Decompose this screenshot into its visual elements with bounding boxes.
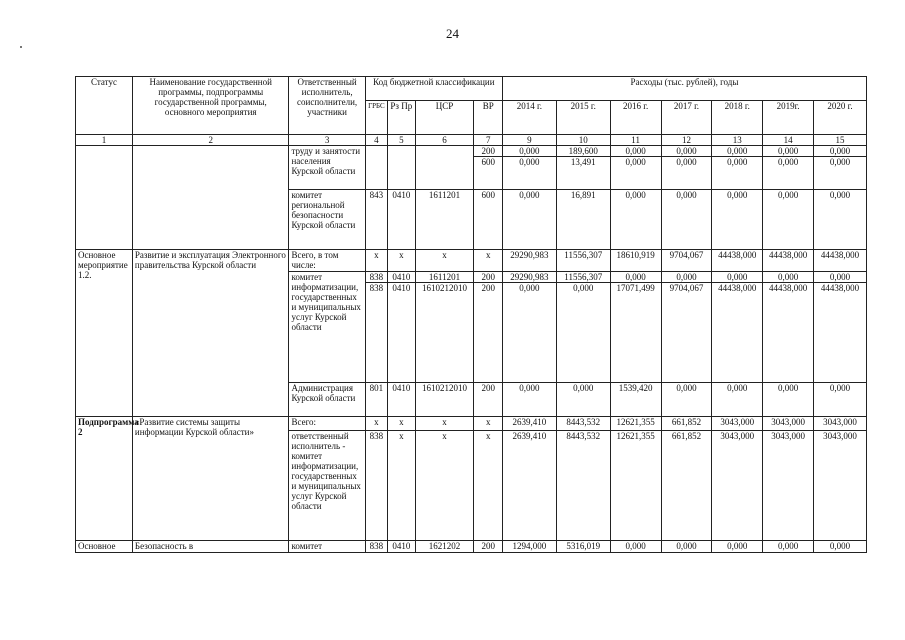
value-cell: 0,000 xyxy=(661,157,712,190)
column-number-row xyxy=(76,135,867,146)
value-cell: 0,000 xyxy=(763,157,814,190)
column-number: 1 xyxy=(76,135,133,146)
csr-cell: x xyxy=(415,417,474,431)
rzpr-cell: 0410 xyxy=(388,383,415,417)
column-number: 9 xyxy=(502,135,556,146)
header-year: 2019г. xyxy=(763,101,814,135)
rzpr-cell: 0410 xyxy=(388,541,415,553)
page-number: 24 xyxy=(446,26,459,41)
rzpr-cell xyxy=(388,146,415,190)
value-cell: 0,000 xyxy=(814,541,867,553)
executor-cell: ответственный исполнитель - комитет информатизации, государственных и муниципальных услуг Курской области xyxy=(289,431,365,541)
header-year: 2015 г. xyxy=(556,101,610,135)
value-cell: 8443,532 xyxy=(556,431,610,541)
value-cell: 0,000 xyxy=(556,283,610,383)
value-cell: 11556,307 xyxy=(556,272,610,283)
value-cell: 2639,410 xyxy=(502,417,556,431)
value-cell: 44438,000 xyxy=(712,283,763,383)
grbs-cell xyxy=(365,146,387,190)
executor-cell: труду и занятости населения Курской области xyxy=(289,146,365,190)
grbs-cell: x xyxy=(365,250,387,272)
value-cell: 0,000 xyxy=(661,146,712,157)
value-cell: 0,000 xyxy=(502,157,556,190)
value-cell: 0,000 xyxy=(763,190,814,250)
name-cell xyxy=(132,146,289,250)
vr-cell: 600 xyxy=(474,157,502,190)
value-cell: 3043,000 xyxy=(763,417,814,431)
column-number: 12 xyxy=(661,135,712,146)
value-cell: 44438,000 xyxy=(763,283,814,383)
value-cell: 0,000 xyxy=(763,146,814,157)
grbs-cell: x xyxy=(365,417,387,431)
value-cell: 0,000 xyxy=(610,272,661,283)
value-cell: 0,000 xyxy=(763,541,814,553)
column-number: 11 xyxy=(610,135,661,146)
executor-cell: Администрация Курской области xyxy=(289,383,365,417)
column-number: 10 xyxy=(556,135,610,146)
value-cell: 0,000 xyxy=(712,146,763,157)
vr-cell: x xyxy=(474,250,502,272)
value-cell: 44438,000 xyxy=(814,283,867,383)
column-number: 15 xyxy=(814,135,867,146)
header-budget-code: Код бюджетной классификации xyxy=(365,77,502,101)
value-cell: 0,000 xyxy=(814,190,867,250)
column-number: 5 xyxy=(388,135,415,146)
rzpr-cell: x xyxy=(388,431,415,541)
value-cell: 0,000 xyxy=(712,383,763,417)
vr-cell: 200 xyxy=(474,541,502,553)
header-expenses: Расходы (тыс. рублей), годы xyxy=(502,77,866,101)
value-cell: 0,000 xyxy=(814,383,867,417)
header-grbs: ГРБС xyxy=(365,101,387,135)
column-number: 4 xyxy=(365,135,387,146)
value-cell: 0,000 xyxy=(814,157,867,190)
value-cell: 0,000 xyxy=(661,190,712,250)
name-cell: Развитие и эксплуатация Электронного правительства Курской области xyxy=(132,250,289,417)
csr-cell: 1611201 xyxy=(415,272,474,283)
value-cell: 3043,000 xyxy=(763,431,814,541)
name-cell: «Развитие системы защиты информации Курской области» xyxy=(132,417,289,541)
executor-cell: комитет информатизации, государственных и муниципальных услуг Курской области xyxy=(289,272,365,383)
header-year: 2020 г. xyxy=(814,101,867,135)
value-cell: 1539,420 xyxy=(610,383,661,417)
value-cell: 18610,919 xyxy=(610,250,661,272)
header-vr: ВР xyxy=(474,101,502,135)
csr-cell: 1610212010 xyxy=(415,283,474,383)
value-cell: 29290,983 xyxy=(502,272,556,283)
value-cell: 661,852 xyxy=(661,431,712,541)
value-cell: 0,000 xyxy=(610,541,661,553)
grbs-cell: 801 xyxy=(365,383,387,417)
value-cell: 1294,000 xyxy=(502,541,556,553)
table-row xyxy=(76,250,867,272)
header-csr: ЦСР xyxy=(415,101,474,135)
rzpr-cell: 0410 xyxy=(388,283,415,383)
grbs-cell: 838 xyxy=(365,283,387,383)
value-cell: 0,000 xyxy=(712,541,763,553)
header-row xyxy=(76,77,867,101)
value-cell: 0,000 xyxy=(556,383,610,417)
csr-cell: x xyxy=(415,431,474,541)
value-cell: 0,000 xyxy=(814,146,867,157)
value-cell: 16,891 xyxy=(556,190,610,250)
value-cell: 9704,067 xyxy=(661,283,712,383)
status-cell: Основное xyxy=(76,541,133,553)
csr-cell xyxy=(415,146,474,190)
value-cell: 13,491 xyxy=(556,157,610,190)
budget-table xyxy=(75,76,867,553)
table-row xyxy=(76,417,867,431)
table-row xyxy=(76,541,867,553)
value-cell: 0,000 xyxy=(712,190,763,250)
value-cell: 0,000 xyxy=(763,383,814,417)
value-cell: 12621,355 xyxy=(610,431,661,541)
value-cell: 9704,067 xyxy=(661,250,712,272)
value-cell: 11556,307 xyxy=(556,250,610,272)
rzpr-cell: 0410 xyxy=(388,190,415,250)
csr-cell: 1621202 xyxy=(415,541,474,553)
value-cell: 17071,499 xyxy=(610,283,661,383)
value-cell: 0,000 xyxy=(610,190,661,250)
value-cell: 0,000 xyxy=(610,157,661,190)
csr-cell: 1610212010 xyxy=(415,383,474,417)
value-cell: 0,000 xyxy=(502,146,556,157)
grbs-cell: 838 xyxy=(365,272,387,283)
table-row xyxy=(76,146,867,157)
scan-speck xyxy=(20,46,22,48)
value-cell: 44438,000 xyxy=(814,250,867,272)
executor-cell: Всего, в том числе: xyxy=(289,250,365,272)
vr-cell: 200 xyxy=(474,146,502,157)
column-number: 13 xyxy=(712,135,763,146)
grbs-cell: 843 xyxy=(365,190,387,250)
executor-cell: Всего: xyxy=(289,417,365,431)
csr-cell: 1611201 xyxy=(415,190,474,250)
value-cell: 3043,000 xyxy=(712,431,763,541)
header-year: 2017 г. xyxy=(661,101,712,135)
grbs-cell: 838 xyxy=(365,431,387,541)
status-cell: Основное мероприятие 1.2. xyxy=(76,250,133,417)
status-cell: Подпрограмма 2 xyxy=(76,417,133,541)
value-cell: 0,000 xyxy=(502,383,556,417)
header-name: Наименование государственной программы, подпрограммы государственной программы, основного мероприятия xyxy=(132,77,289,135)
value-cell: 12621,355 xyxy=(610,417,661,431)
value-cell: 0,000 xyxy=(661,383,712,417)
value-cell: 189,600 xyxy=(556,146,610,157)
value-cell: 44438,000 xyxy=(712,250,763,272)
vr-cell: 200 xyxy=(474,272,502,283)
value-cell: 3043,000 xyxy=(712,417,763,431)
value-cell: 44438,000 xyxy=(763,250,814,272)
value-cell: 0,000 xyxy=(502,190,556,250)
header-year: 2016 г. xyxy=(610,101,661,135)
value-cell: 29290,983 xyxy=(502,250,556,272)
column-number: 14 xyxy=(763,135,814,146)
value-cell: 661,852 xyxy=(661,417,712,431)
rzpr-cell: 0410 xyxy=(388,272,415,283)
vr-cell: 200 xyxy=(474,283,502,383)
value-cell: 0,000 xyxy=(712,157,763,190)
header-rzpr: Рз Пр xyxy=(388,101,415,135)
value-cell: 0,000 xyxy=(610,146,661,157)
value-cell: 0,000 xyxy=(763,272,814,283)
status-cell xyxy=(76,146,133,250)
value-cell: 3043,000 xyxy=(814,417,867,431)
rzpr-cell: x xyxy=(388,250,415,272)
column-number: 6 xyxy=(415,135,474,146)
column-number: 3 xyxy=(289,135,365,146)
header-year: 2014 г. xyxy=(502,101,556,135)
value-cell: 2639,410 xyxy=(502,431,556,541)
column-number: 7 xyxy=(474,135,502,146)
vr-cell: 600 xyxy=(474,190,502,250)
name-cell: Безопасность в xyxy=(132,541,289,553)
executor-cell: комитет xyxy=(289,541,365,553)
value-cell: 5316,019 xyxy=(556,541,610,553)
value-cell: 0,000 xyxy=(661,272,712,283)
executor-cell: комитет региональной безопасности Курской области xyxy=(289,190,365,250)
header-status: Статус xyxy=(76,77,133,135)
header-executor: Ответственный исполнитель, соисполнители, участники xyxy=(289,77,365,135)
header-year: 2018 г. xyxy=(712,101,763,135)
grbs-cell: 838 xyxy=(365,541,387,553)
vr-cell: 200 xyxy=(474,383,502,417)
value-cell: 8443,532 xyxy=(556,417,610,431)
csr-cell: x xyxy=(415,250,474,272)
value-cell: 0,000 xyxy=(712,272,763,283)
rzpr-cell: x xyxy=(388,417,415,431)
value-cell: 0,000 xyxy=(814,272,867,283)
value-cell: 0,000 xyxy=(502,283,556,383)
value-cell: 3043,000 xyxy=(814,431,867,541)
column-number: 2 xyxy=(132,135,289,146)
value-cell: 0,000 xyxy=(661,541,712,553)
vr-cell: x xyxy=(474,417,502,431)
vr-cell: x xyxy=(474,431,502,541)
